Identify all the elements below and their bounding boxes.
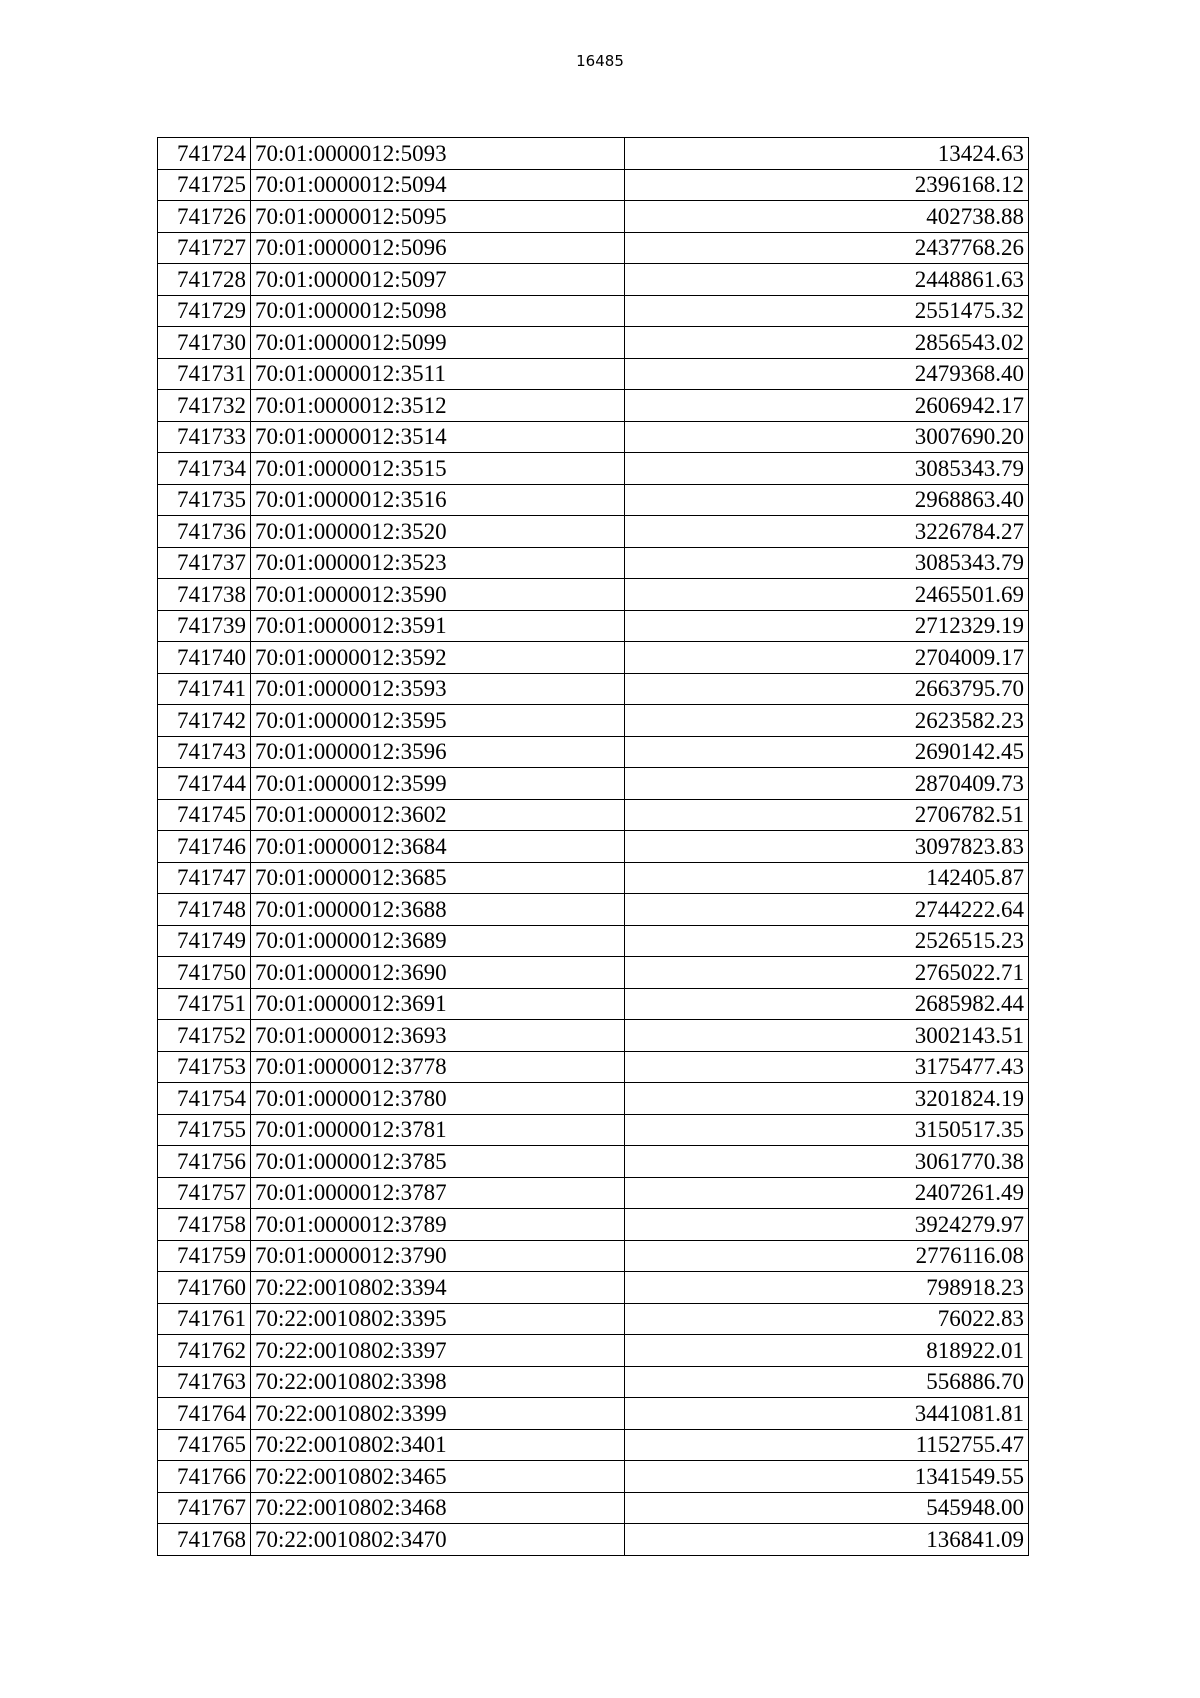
row-number-cell: 741746 xyxy=(158,831,251,863)
cadastral-number-cell: 70:01:0000012:3591 xyxy=(251,610,625,642)
cadastral-number-cell: 70:01:0000012:3781 xyxy=(251,1114,625,1146)
row-number-cell: 741736 xyxy=(158,516,251,548)
row-number-cell: 741752 xyxy=(158,1020,251,1052)
row-number-cell: 741764 xyxy=(158,1398,251,1430)
row-number-cell: 741730 xyxy=(158,327,251,359)
cadastral-number-cell: 70:01:0000012:3790 xyxy=(251,1240,625,1272)
cadastral-value-cell: 2704009.17 xyxy=(625,642,1029,674)
cadastral-value-cell: 2448861.63 xyxy=(625,264,1029,296)
row-number-cell: 741760 xyxy=(158,1272,251,1304)
cadastral-number-cell: 70:01:0000012:3780 xyxy=(251,1083,625,1115)
table-row xyxy=(158,1524,1029,1556)
cadastral-number-cell: 70:01:0000012:3599 xyxy=(251,768,625,800)
cadastral-number-cell: 70:01:0000012:5099 xyxy=(251,327,625,359)
cadastral-number-cell: 70:01:0000012:3520 xyxy=(251,516,625,548)
table-row xyxy=(158,1366,1029,1398)
table-row xyxy=(158,453,1029,485)
cadastral-value-cell: 402738.88 xyxy=(625,201,1029,233)
row-number-cell: 741754 xyxy=(158,1083,251,1115)
cadastral-number-cell: 70:01:0000012:3785 xyxy=(251,1146,625,1178)
cadastral-value-cell: 2856543.02 xyxy=(625,327,1029,359)
cadastral-number-cell: 70:01:0000012:3789 xyxy=(251,1209,625,1241)
cadastral-number-cell: 70:01:0000012:3592 xyxy=(251,642,625,674)
row-number-cell: 741740 xyxy=(158,642,251,674)
table-row xyxy=(158,484,1029,516)
cadastral-number-cell: 70:01:0000012:3688 xyxy=(251,894,625,926)
cadastral-value-cell: 2437768.26 xyxy=(625,232,1029,264)
cadastral-value-cell: 2407261.49 xyxy=(625,1177,1029,1209)
table-row xyxy=(158,862,1029,894)
cadastral-value-cell: 13424.63 xyxy=(625,138,1029,170)
table-row xyxy=(158,264,1029,296)
cadastral-number-cell: 70:01:0000012:3512 xyxy=(251,390,625,422)
cadastral-value-table xyxy=(157,137,1029,1556)
cadastral-value-cell: 2744222.64 xyxy=(625,894,1029,926)
table-row xyxy=(158,138,1029,170)
row-number-cell: 741767 xyxy=(158,1492,251,1524)
row-number-cell: 741750 xyxy=(158,957,251,989)
row-number-cell: 741755 xyxy=(158,1114,251,1146)
page-number: 16485 xyxy=(576,52,624,70)
cadastral-value-cell: 2606942.17 xyxy=(625,390,1029,422)
cadastral-number-cell: 70:22:0010802:3395 xyxy=(251,1303,625,1335)
table-row xyxy=(158,421,1029,453)
cadastral-value-cell: 3150517.35 xyxy=(625,1114,1029,1146)
table-row xyxy=(158,295,1029,327)
table-row xyxy=(158,1492,1029,1524)
table-row xyxy=(158,925,1029,957)
table-row xyxy=(158,1146,1029,1178)
cadastral-value-cell: 3175477.43 xyxy=(625,1051,1029,1083)
row-number-cell: 741745 xyxy=(158,799,251,831)
table-row xyxy=(158,1177,1029,1209)
cadastral-number-cell: 70:22:0010802:3399 xyxy=(251,1398,625,1430)
cadastral-value-cell: 2712329.19 xyxy=(625,610,1029,642)
cadastral-number-cell: 70:01:0000012:3689 xyxy=(251,925,625,957)
cadastral-number-cell: 70:01:0000012:3514 xyxy=(251,421,625,453)
table-row xyxy=(158,201,1029,233)
cadastral-value-cell: 2526515.23 xyxy=(625,925,1029,957)
cadastral-value-cell: 1152755.47 xyxy=(625,1429,1029,1461)
row-number-cell: 741756 xyxy=(158,1146,251,1178)
cadastral-number-cell: 70:01:0000012:3778 xyxy=(251,1051,625,1083)
table-row xyxy=(158,1051,1029,1083)
cadastral-value-cell: 2706782.51 xyxy=(625,799,1029,831)
row-number-cell: 741762 xyxy=(158,1335,251,1367)
cadastral-value-cell: 545948.00 xyxy=(625,1492,1029,1524)
cadastral-number-cell: 70:01:0000012:3691 xyxy=(251,988,625,1020)
cadastral-number-cell: 70:22:0010802:3468 xyxy=(251,1492,625,1524)
table-row xyxy=(158,610,1029,642)
cadastral-value-cell: 3924279.97 xyxy=(625,1209,1029,1241)
table-row xyxy=(158,768,1029,800)
cadastral-number-cell: 70:01:0000012:5094 xyxy=(251,169,625,201)
table-row xyxy=(158,957,1029,989)
cadastral-value-cell: 2870409.73 xyxy=(625,768,1029,800)
cadastral-number-cell: 70:22:0010802:3397 xyxy=(251,1335,625,1367)
table-row xyxy=(158,1209,1029,1241)
cadastral-value-cell: 2465501.69 xyxy=(625,579,1029,611)
row-number-cell: 741731 xyxy=(158,358,251,390)
table-row xyxy=(158,705,1029,737)
table-row xyxy=(158,831,1029,863)
table-row xyxy=(158,327,1029,359)
table-row xyxy=(158,516,1029,548)
row-number-cell: 741747 xyxy=(158,862,251,894)
row-number-cell: 741733 xyxy=(158,421,251,453)
row-number-cell: 741735 xyxy=(158,484,251,516)
cadastral-value-cell: 142405.87 xyxy=(625,862,1029,894)
cadastral-number-cell: 70:22:0010802:3394 xyxy=(251,1272,625,1304)
cadastral-value-cell: 2685982.44 xyxy=(625,988,1029,1020)
cadastral-value-cell: 2663795.70 xyxy=(625,673,1029,705)
table-row xyxy=(158,1461,1029,1493)
cadastral-value-cell: 2551475.32 xyxy=(625,295,1029,327)
row-number-cell: 741739 xyxy=(158,610,251,642)
cadastral-value-cell: 2396168.12 xyxy=(625,169,1029,201)
table-row xyxy=(158,232,1029,264)
cadastral-value-cell: 3085343.79 xyxy=(625,453,1029,485)
cadastral-number-cell: 70:01:0000012:3516 xyxy=(251,484,625,516)
cadastral-number-cell: 70:22:0010802:3398 xyxy=(251,1366,625,1398)
table-row xyxy=(158,1083,1029,1115)
row-number-cell: 741759 xyxy=(158,1240,251,1272)
cadastral-value-cell: 2776116.08 xyxy=(625,1240,1029,1272)
cadastral-value-cell: 3061770.38 xyxy=(625,1146,1029,1178)
cadastral-number-cell: 70:22:0010802:3470 xyxy=(251,1524,625,1556)
cadastral-value-cell: 556886.70 xyxy=(625,1366,1029,1398)
cadastral-value-cell: 2968863.40 xyxy=(625,484,1029,516)
row-number-cell: 741761 xyxy=(158,1303,251,1335)
table-row xyxy=(158,1303,1029,1335)
table-row xyxy=(158,1335,1029,1367)
cadastral-number-cell: 70:01:0000012:3602 xyxy=(251,799,625,831)
cadastral-number-cell: 70:01:0000012:3515 xyxy=(251,453,625,485)
table-row xyxy=(158,358,1029,390)
cadastral-number-cell: 70:01:0000012:3787 xyxy=(251,1177,625,1209)
table-row xyxy=(158,547,1029,579)
cadastral-value-cell: 3201824.19 xyxy=(625,1083,1029,1115)
row-number-cell: 741741 xyxy=(158,673,251,705)
table-row xyxy=(158,1429,1029,1461)
table-row xyxy=(158,642,1029,674)
row-number-cell: 741766 xyxy=(158,1461,251,1493)
cadastral-number-cell: 70:01:0000012:3596 xyxy=(251,736,625,768)
cadastral-number-cell: 70:01:0000012:5097 xyxy=(251,264,625,296)
cadastral-number-cell: 70:01:0000012:3684 xyxy=(251,831,625,863)
row-number-cell: 741749 xyxy=(158,925,251,957)
table-row xyxy=(158,390,1029,422)
cadastral-value-cell: 3441081.81 xyxy=(625,1398,1029,1430)
cadastral-value-cell: 136841.09 xyxy=(625,1524,1029,1556)
row-number-cell: 741734 xyxy=(158,453,251,485)
cadastral-number-cell: 70:01:0000012:5095 xyxy=(251,201,625,233)
row-number-cell: 741748 xyxy=(158,894,251,926)
table-row xyxy=(158,894,1029,926)
cadastral-number-cell: 70:01:0000012:5098 xyxy=(251,295,625,327)
cadastral-value-cell: 818922.01 xyxy=(625,1335,1029,1367)
row-number-cell: 741724 xyxy=(158,138,251,170)
cadastral-number-cell: 70:01:0000012:3511 xyxy=(251,358,625,390)
table-row xyxy=(158,1020,1029,1052)
cadastral-value-cell: 2690142.45 xyxy=(625,736,1029,768)
row-number-cell: 741744 xyxy=(158,768,251,800)
table-row xyxy=(158,1240,1029,1272)
cadastral-number-cell: 70:01:0000012:3523 xyxy=(251,547,625,579)
cadastral-value-cell: 3002143.51 xyxy=(625,1020,1029,1052)
row-number-cell: 741732 xyxy=(158,390,251,422)
cadastral-value-cell: 3085343.79 xyxy=(625,547,1029,579)
table-row xyxy=(158,799,1029,831)
cadastral-value-cell: 3097823.83 xyxy=(625,831,1029,863)
cadastral-value-cell: 76022.83 xyxy=(625,1303,1029,1335)
row-number-cell: 741738 xyxy=(158,579,251,611)
cadastral-value-cell: 2765022.71 xyxy=(625,957,1029,989)
row-number-cell: 741753 xyxy=(158,1051,251,1083)
row-number-cell: 741768 xyxy=(158,1524,251,1556)
cadastral-value-cell: 798918.23 xyxy=(625,1272,1029,1304)
cadastral-number-cell: 70:01:0000012:3685 xyxy=(251,862,625,894)
table-row xyxy=(158,673,1029,705)
table-row xyxy=(158,1398,1029,1430)
table-row xyxy=(158,579,1029,611)
cadastral-number-cell: 70:01:0000012:5096 xyxy=(251,232,625,264)
cadastral-number-cell: 70:01:0000012:5093 xyxy=(251,138,625,170)
row-number-cell: 741751 xyxy=(158,988,251,1020)
cadastral-value-cell: 3007690.20 xyxy=(625,421,1029,453)
cadastral-number-cell: 70:01:0000012:3595 xyxy=(251,705,625,737)
cadastral-value-cell: 3226784.27 xyxy=(625,516,1029,548)
row-number-cell: 741726 xyxy=(158,201,251,233)
table-row xyxy=(158,1114,1029,1146)
cadastral-value-cell: 1341549.55 xyxy=(625,1461,1029,1493)
row-number-cell: 741729 xyxy=(158,295,251,327)
row-number-cell: 741727 xyxy=(158,232,251,264)
table-row xyxy=(158,736,1029,768)
row-number-cell: 741757 xyxy=(158,1177,251,1209)
cadastral-number-cell: 70:01:0000012:3693 xyxy=(251,1020,625,1052)
cadastral-number-cell: 70:01:0000012:3593 xyxy=(251,673,625,705)
row-number-cell: 741758 xyxy=(158,1209,251,1241)
cadastral-value-cell: 2623582.23 xyxy=(625,705,1029,737)
cadastral-number-cell: 70:22:0010802:3465 xyxy=(251,1461,625,1493)
cadastral-value-cell: 2479368.40 xyxy=(625,358,1029,390)
row-number-cell: 741743 xyxy=(158,736,251,768)
cadastral-number-cell: 70:22:0010802:3401 xyxy=(251,1429,625,1461)
cadastral-number-cell: 70:01:0000012:3590 xyxy=(251,579,625,611)
cadastral-number-cell: 70:01:0000012:3690 xyxy=(251,957,625,989)
row-number-cell: 741728 xyxy=(158,264,251,296)
table-row xyxy=(158,1272,1029,1304)
table-row xyxy=(158,988,1029,1020)
row-number-cell: 741725 xyxy=(158,169,251,201)
table-row xyxy=(158,169,1029,201)
row-number-cell: 741765 xyxy=(158,1429,251,1461)
row-number-cell: 741763 xyxy=(158,1366,251,1398)
row-number-cell: 741737 xyxy=(158,547,251,579)
row-number-cell: 741742 xyxy=(158,705,251,737)
table-body xyxy=(158,138,1029,1556)
